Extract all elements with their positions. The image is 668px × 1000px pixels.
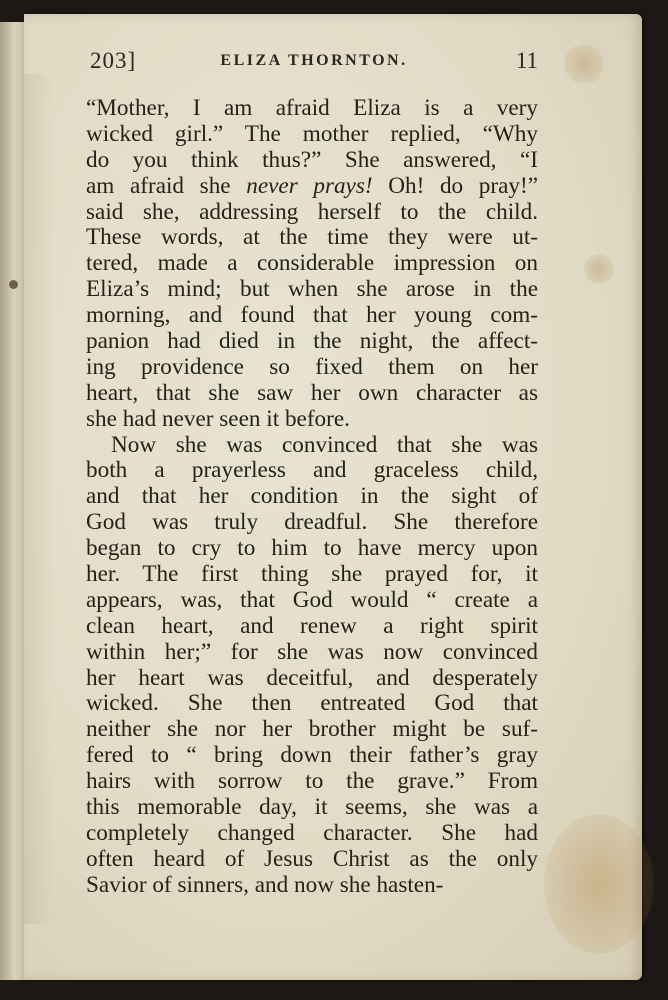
text-line: God was truly dreadful. She therefore xyxy=(86,509,538,536)
text-run: Oh! do pray!” xyxy=(372,172,538,199)
text-line: within her;” for she was now convinced xyxy=(86,638,538,665)
text-line: ing providence so fixed them on her xyxy=(86,353,538,380)
text-line: wicked. She then entreated God that xyxy=(86,690,538,717)
text-line: began to cry to him to have mercy upon xyxy=(86,535,538,562)
foxing-stain xyxy=(584,254,614,284)
running-title: ELIZA THORNTON. xyxy=(220,52,408,69)
signature-number: 203] xyxy=(90,48,137,73)
text-line: These words, at the time they were ut- xyxy=(86,224,538,251)
text-line: both a prayerless and graceless child, xyxy=(86,457,538,484)
text-line: this memorable day, it seems, she was a xyxy=(86,794,538,821)
text-line: morning, and found that her young com- xyxy=(86,302,538,329)
text-line: appears, was, that God would “ create a xyxy=(86,586,538,613)
water-stain xyxy=(544,814,654,954)
text-line: Eliza’s mind; but when she arose in the xyxy=(86,276,538,303)
facing-page-edge xyxy=(0,22,25,980)
text-line: fered to “ bring down their father’s gray xyxy=(86,742,538,769)
gutter-shadow xyxy=(24,74,54,924)
text-line: tered, made a considerable impression on xyxy=(86,250,538,277)
text-line: “Mother, I am afraid Eliza is a very xyxy=(86,95,538,121)
text-line: heart, that she saw her own character as xyxy=(86,379,538,406)
text-line: often heard of Jesus Christ as the only xyxy=(86,845,538,872)
text-line: and that her condition in the sight of xyxy=(86,483,538,510)
text-line: clean heart, and renew a right spirit xyxy=(86,612,538,639)
page-number: 11 xyxy=(515,48,538,73)
body-text xyxy=(86,96,538,899)
binding-mark xyxy=(9,280,18,289)
text-line xyxy=(86,174,538,200)
text-line: do you think thus?” She answered, “I xyxy=(86,146,538,173)
text-line: her. The first thing she prayed for, it xyxy=(86,561,538,588)
page-header xyxy=(90,48,538,78)
text-line: said she, addressing herself to the child. xyxy=(86,198,538,225)
text-line: hairs with sorrow to the grave.” From xyxy=(86,768,538,795)
foxing-stain xyxy=(564,44,604,84)
text-line: wicked girl.” The mother replied, “Why xyxy=(86,120,538,147)
text-line: Now she was convinced that she was xyxy=(111,431,538,458)
italic-emphasis: never prays! xyxy=(246,172,373,199)
text-line: her heart was deceitful, and desperately xyxy=(86,664,538,691)
text-line: completely changed character. She had xyxy=(86,819,538,846)
text-line: she had never seen it before. xyxy=(86,405,350,432)
text-line: panion had died in the night, the affect- xyxy=(86,328,538,355)
text-run: am afraid she xyxy=(86,172,247,199)
text-line: Savior of sinners, and now she hasten- xyxy=(86,871,444,898)
text-line: neither she nor her brother might be suf- xyxy=(86,716,538,743)
